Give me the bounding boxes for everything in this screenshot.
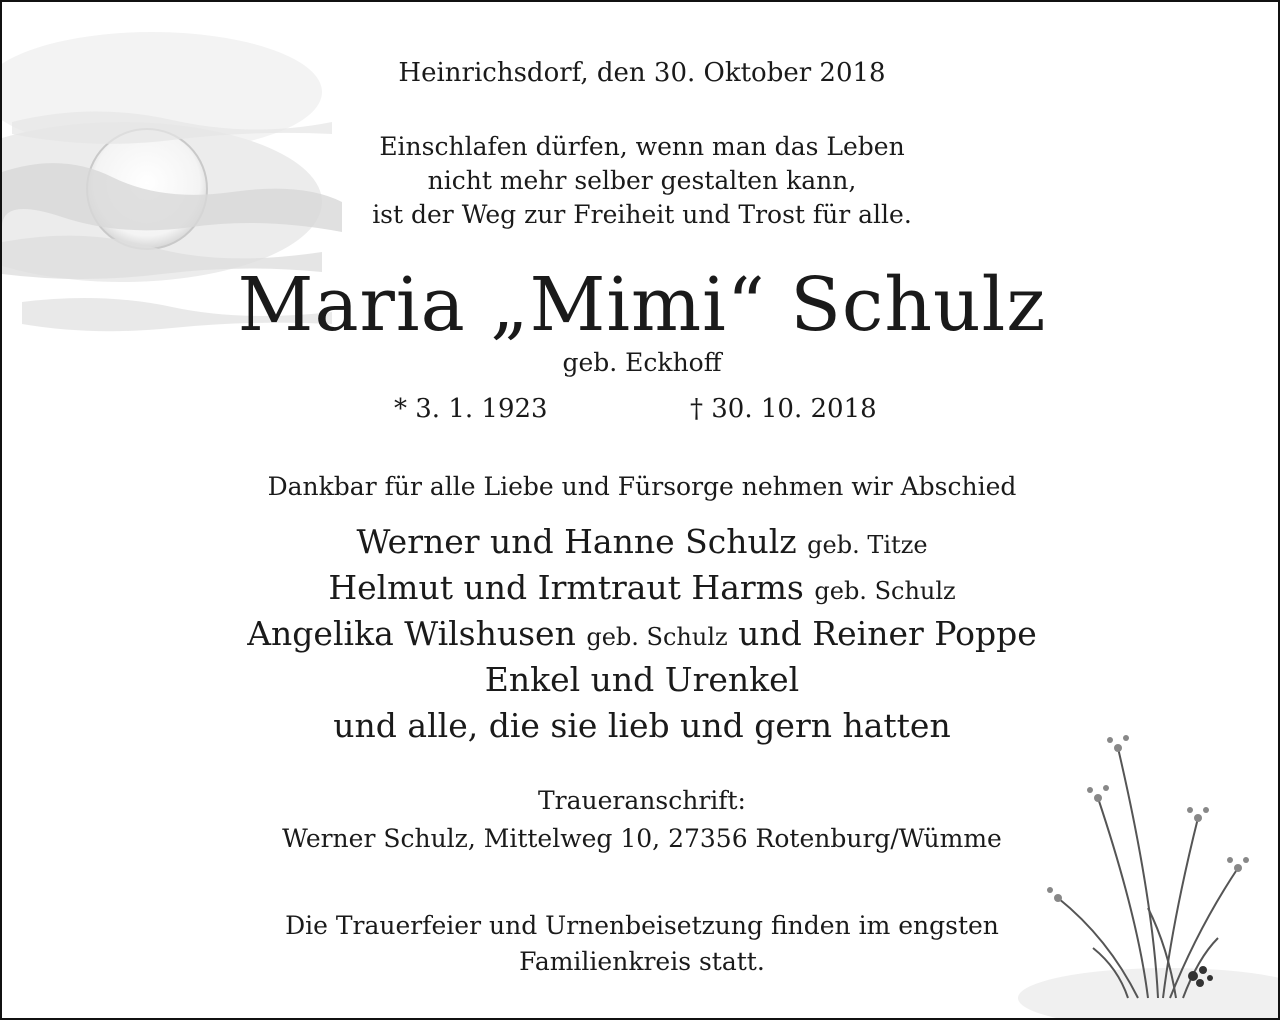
maiden-name: geb. Eckhoff bbox=[562, 348, 722, 377]
deceased-name: Maria „Mimi“ Schulz bbox=[237, 262, 1047, 348]
mourner-name: Angelika Wilshusen bbox=[247, 614, 576, 653]
mourner-line bbox=[2, 614, 1280, 653]
quote-line-3: ist der Weg zur Freiheit und Trost für alle. bbox=[372, 200, 912, 229]
mourner-line bbox=[2, 522, 1280, 561]
quote bbox=[2, 130, 1280, 232]
address-label: Traueranschrift: bbox=[538, 786, 746, 815]
mourner-partner: und Reiner Poppe bbox=[738, 614, 1037, 653]
ceremony-notice bbox=[2, 908, 1280, 980]
mourner-nee: geb. Schulz bbox=[586, 623, 728, 651]
mourner-name: Werner und Hanne Schulz bbox=[356, 522, 797, 561]
notice-line-1: Die Trauerfeier und Urnenbeisetzung finden im engsten bbox=[285, 911, 999, 940]
mourner-nee: geb. Schulz bbox=[814, 577, 956, 605]
birth-date: * 3. 1. 1923 bbox=[394, 394, 548, 424]
mourner-line bbox=[2, 568, 1280, 607]
mourner-line: und alle, die sie lieb und gern hatten bbox=[333, 706, 951, 745]
death-date: † 30. 10. 2018 bbox=[690, 394, 877, 424]
farewell-intro: Dankbar für alle Liebe und Fürsorge nehmen wir Abschied bbox=[267, 472, 1017, 501]
quote-line-1: Einschlafen dürfen, wenn man das Leben bbox=[379, 132, 905, 161]
mourner-nee: geb. Titze bbox=[807, 531, 928, 559]
mourner-name: Helmut und Irmtraut Harms bbox=[328, 568, 804, 607]
mourner-line: Enkel und Urenkel bbox=[484, 660, 800, 699]
quote-line-2: nicht mehr selber gestalten kann, bbox=[427, 166, 857, 195]
place-and-date: Heinrichsdorf, den 30. Oktober 2018 bbox=[398, 58, 886, 88]
mourning-address: Werner Schulz, Mittelweg 10, 27356 Rotenburg/Wümme bbox=[282, 824, 1002, 853]
notice-line-2: Familienkreis statt. bbox=[519, 947, 765, 976]
